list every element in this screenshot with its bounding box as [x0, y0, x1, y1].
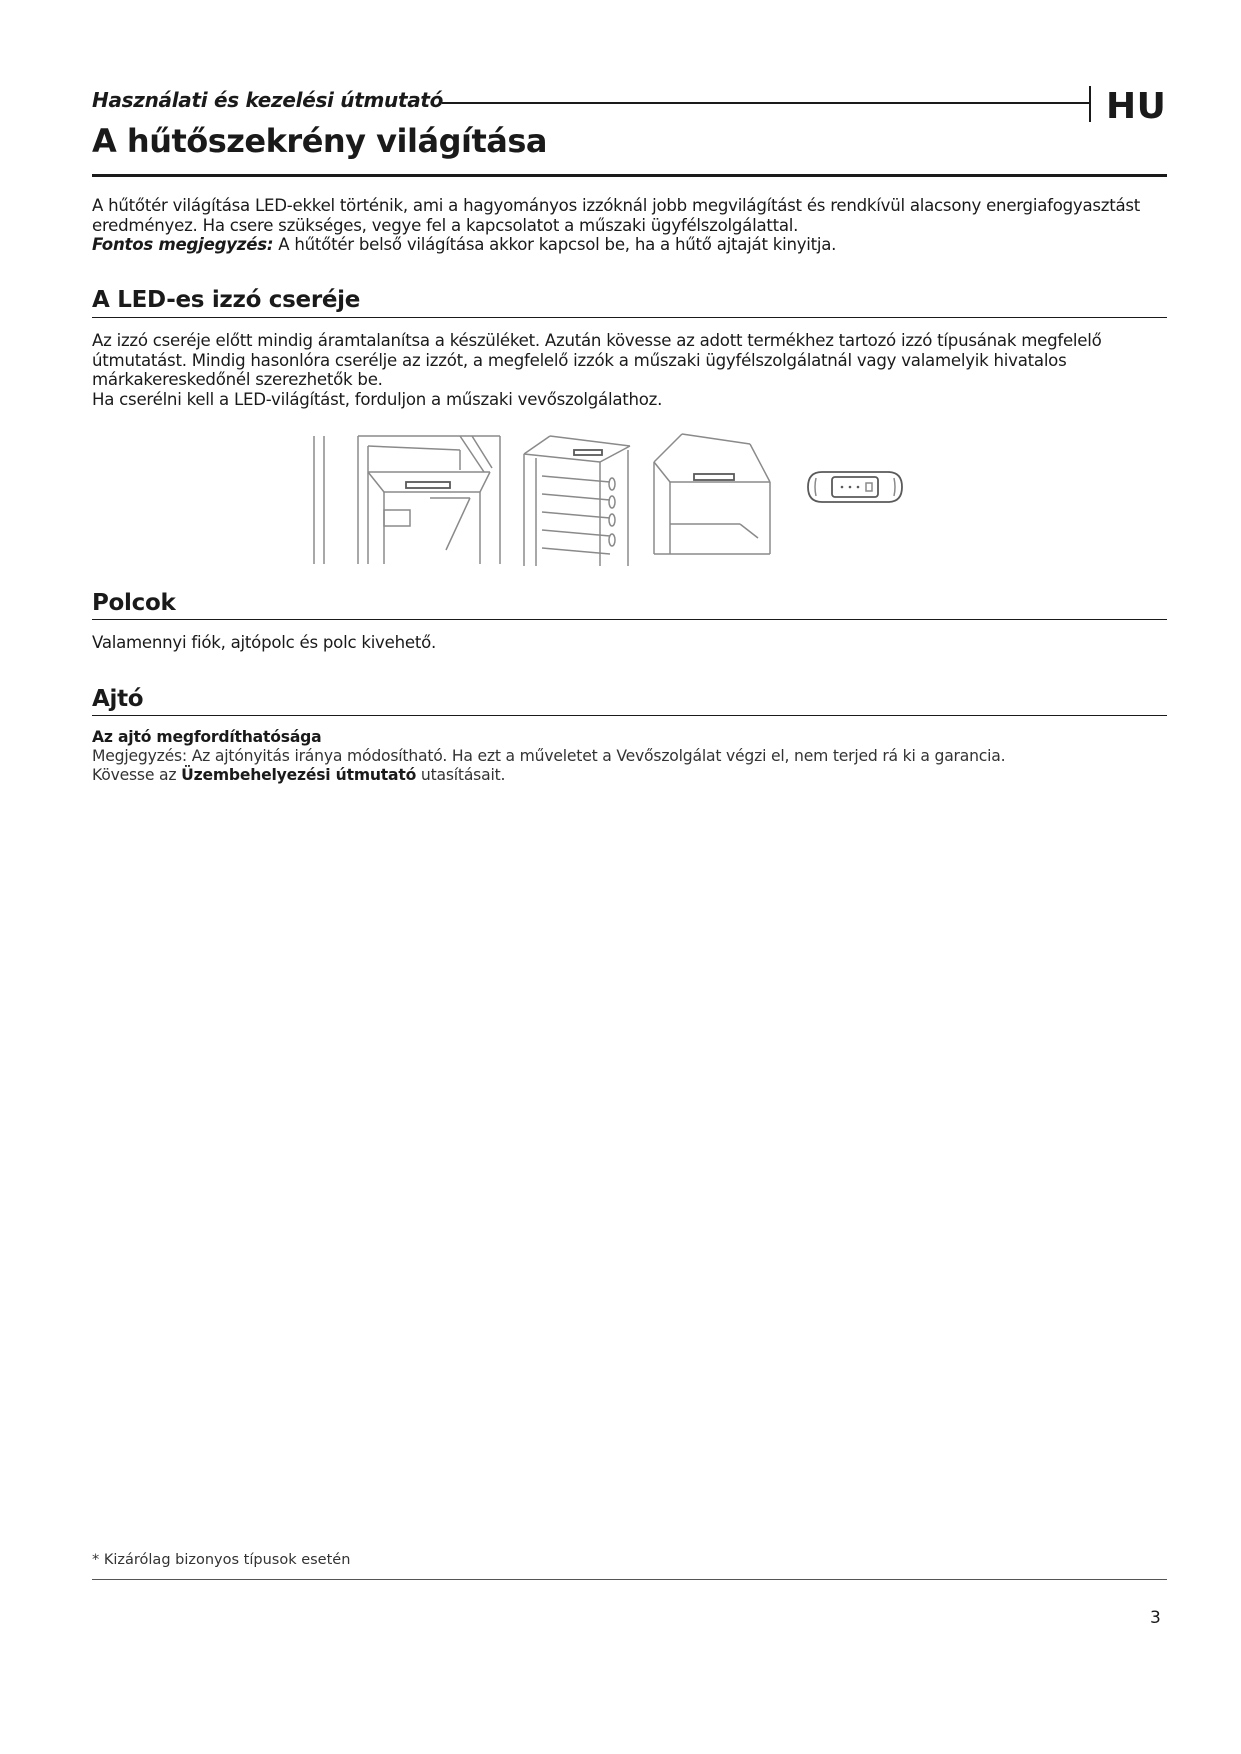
language-code: HU: [1106, 86, 1167, 127]
page-title: A hűtőszekrény világítása: [92, 122, 547, 160]
installation-guide-reference: Üzembehelyezési útmutató: [181, 766, 417, 784]
footnote: * Kizárólag bizonyos típusok esetén: [92, 1552, 351, 1568]
door-reversibility-subtitle: Az ajtó megfordíthatósága: [92, 728, 322, 746]
light-cover-illustration: [654, 434, 770, 554]
led-paragraph: [92, 331, 1167, 409]
door-section-title: Ajtó: [92, 686, 144, 712]
intro-text: A hűtőtér világítása LED-ekkel történik, ami a hagyományos izzóknál jobb megvilágítást és rendkívül alacsony energiafogyasztást eredményez. Ha csere szükséges, vegye fel a kapcsolatot a műszaki ügyfélszolgálattal.: [92, 196, 1141, 235]
led-section-title: A LED-es izzó cseréje: [92, 287, 361, 313]
led-replacement-illustrations: [310, 432, 950, 566]
intro-paragraph: [92, 196, 1167, 255]
door-section-content: [92, 728, 1167, 785]
led-section-rule: [92, 317, 1167, 318]
document-subtitle: Használati és kezelési útmutató: [92, 88, 444, 112]
shelves-text: Valamennyi fiók, ajtópolc és polc kivehető.: [92, 633, 436, 652]
door-instruction-prefix: Kövesse az: [92, 766, 182, 784]
header-divider: [442, 102, 1089, 104]
header-tick: [1089, 86, 1091, 122]
important-note-text: A hűtőtér belső világítása akkor kapcsol be, ha a hűtő ajtaját kinyitja.: [273, 235, 837, 254]
page-number: 3: [1150, 1608, 1161, 1628]
title-rule: [92, 174, 1167, 177]
shelves-section-title: Polcok: [92, 590, 176, 616]
door-note: Megjegyzés: Az ajtónyitás iránya módosítható. Ha ezt a műveletet a Vevőszolgálat végzi el, nem terjed rá ki a garancia.: [92, 747, 1006, 765]
shelves-section-rule: [92, 619, 1167, 620]
fridge-interior-illustration: [314, 436, 500, 564]
important-note-label: Fontos megjegyzés:: [92, 235, 274, 254]
fridge-shelves-illustration: [524, 436, 630, 566]
door-instruction-suffix: utasításait.: [416, 766, 506, 784]
led-paragraph-2: Ha cserélni kell a LED-világítást, forduljon a műszaki vevőszolgálathoz.: [92, 389, 663, 409]
door-section-rule: [92, 715, 1167, 716]
led-paragraph-1: Az izzó cseréje előtt mindig áramtalanítsa a készüléket. Azután kövesse az adott termékhez tartozó izzó típusának megfelelő útmutatást. Mindig hasonlóra cserélje az izzót, a megfelelő izzók a műszaki ügyfélszolgálatnál vagy valamelyik hivatalos márkakereskedőnél szerezhetők be.: [92, 331, 1102, 389]
footer-rule: [92, 1579, 1167, 1580]
led-module-illustration: [808, 472, 902, 502]
